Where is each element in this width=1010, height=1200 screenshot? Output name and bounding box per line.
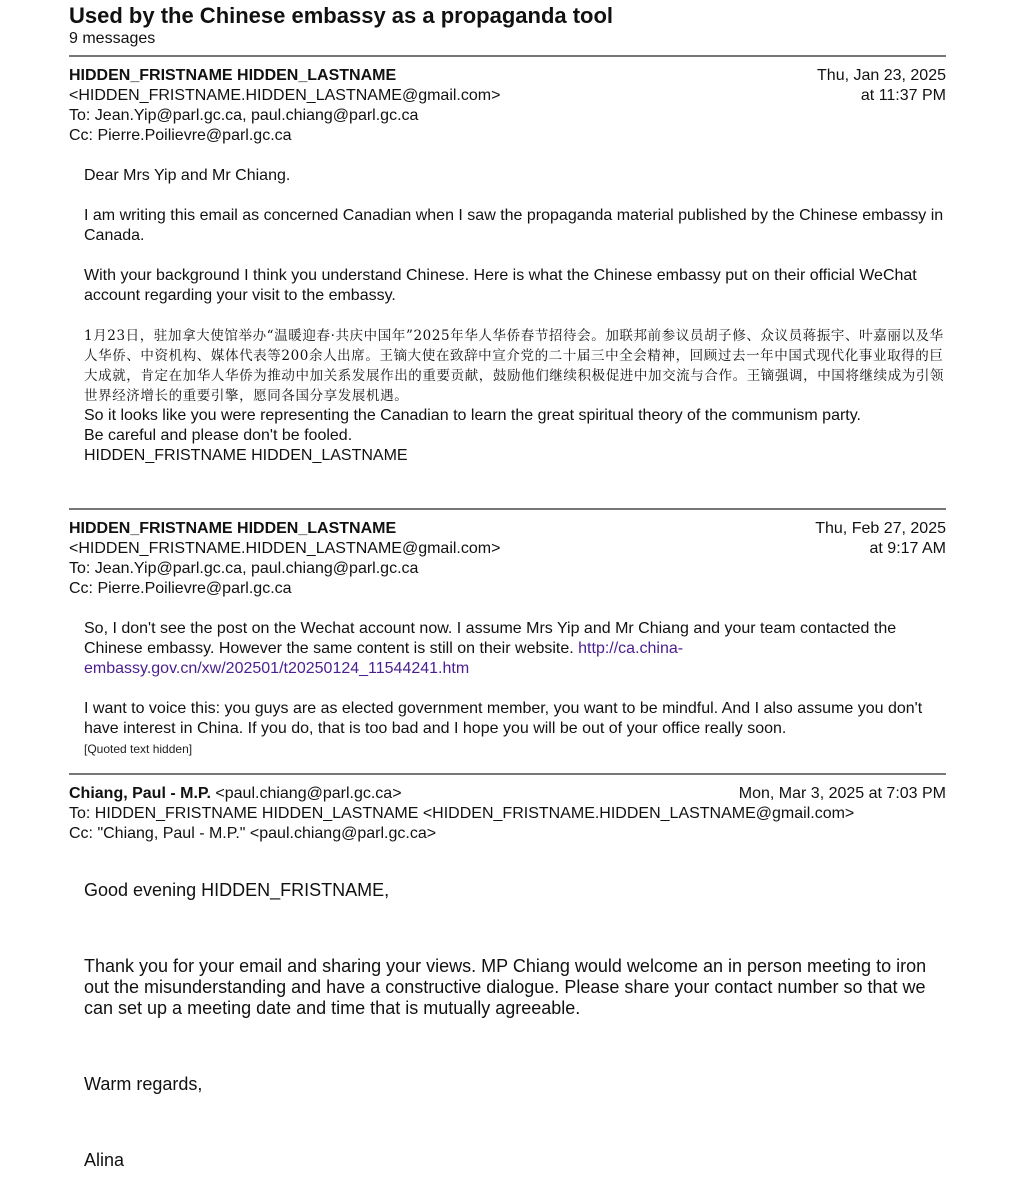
body-paragraph: So, I don't see the post on the Wechat account now. I assume Mrs Yip and Mr Chiang and your team contacted the Chinese embassy. However the same content is still on their website. http://ca.china-embassy.gov.cn/xw/202501/t20250124_11544241.htm: [84, 620, 897, 677]
greeting: Good evening HIDDEN_FRISTNAME,: [84, 880, 390, 900]
body-paragraph: Be careful and please don't be fooled.: [84, 427, 353, 444]
body-paragraph: I am writing this email as concerned Canadian when I saw the propaganda material published by the Chinese embassy in Canada.: [84, 207, 944, 244]
message-body: [84, 166, 946, 466]
message-time: at 11:37 PM: [860, 87, 946, 104]
message-count: 9 messages: [69, 30, 156, 47]
message-header: [69, 519, 946, 599]
sender-email: <HIDDEN_FRISTNAME.HIDDEN_LASTNAME@gmail.com>: [69, 87, 501, 104]
cc-line: Cc: Pierre.Poilievre@parl.gc.ca: [69, 580, 292, 597]
body-paragraph: So it looks like you were representing the Canadian to learn the great spiritual theory of the communism party.: [84, 407, 861, 424]
email-thread: [69, 0, 946, 1171]
sender-name: HIDDEN_FRISTNAME HIDDEN_LASTNAME: [69, 67, 397, 84]
message-datetime: Mon, Mar 3, 2025 at 7:03 PM: [738, 785, 946, 802]
cc-line: Cc: Pierre.Poilievre@parl.gc.ca: [69, 127, 292, 144]
sender-name: Chiang, Paul - M.P.: [69, 785, 211, 802]
divider: [69, 55, 946, 57]
divider: [69, 508, 946, 510]
sender-email: <paul.chiang@parl.gc.ca>: [215, 785, 402, 802]
message-body: [84, 880, 946, 1171]
body-paragraph: With your background I think you understand Chinese. Here is what the Chinese embassy put on their official WeChat account regarding your visit to the embassy.: [84, 267, 917, 304]
thread-title: Used by the Chinese embassy as a propaganda tool: [69, 3, 614, 28]
signature: Alina: [84, 1150, 125, 1170]
message-header: [69, 66, 946, 146]
signature: HIDDEN_FRISTNAME HIDDEN_LASTNAME: [84, 447, 408, 464]
sender-name: HIDDEN_FRISTNAME HIDDEN_LASTNAME: [69, 520, 397, 537]
message-body: [84, 619, 946, 757]
divider: [69, 773, 946, 775]
chinese-quote: 1月23日，驻加拿大使馆举办“温暖迎春·共庆中国年”2025年华人华侨春节招待会。加联邦前参议员胡子修、众议员蒋振宇、叶嘉丽以及华人华侨、中资机构、媒体代表等200余人出席。王镝大使在致辞中宣介党的二十届三中全会精神，回顾过去一年中国式现代化事业取得的巨大成就，肯定在加华人华侨为推动中加关系发展作出的重要贡献，鼓励他们继续积极促进中加交流与合作。王镝强调，中国将继续成为引领世界经济增长的重要引擎，愿同各国分享发展机遇。: [84, 328, 945, 404]
body-paragraph: Thank you for your email and sharing your views. MP Chiang would welcome an in person meeting to iron out the misunderstanding and have a constructive dialogue. Please share your contact number so that we can set up a meeting date and time that is mutually agreeable.: [84, 956, 927, 1018]
greeting: Dear Mrs Yip and Mr Chiang.: [84, 167, 291, 184]
sender-email: <HIDDEN_FRISTNAME.HIDDEN_LASTNAME@gmail.com>: [69, 540, 501, 557]
to-line: To: HIDDEN_FRISTNAME HIDDEN_LASTNAME <HIDDEN_FRISTNAME.HIDDEN_LASTNAME@gmail.com>: [69, 805, 855, 822]
message-time: at 9:17 AM: [869, 540, 946, 557]
message-date: Thu, Jan 23, 2025: [817, 67, 946, 84]
cc-line: Cc: "Chiang, Paul - M.P." <paul.chiang@parl.gc.ca>: [69, 825, 437, 842]
message-date: Thu, Feb 27, 2025: [815, 520, 946, 537]
to-line: To: Jean.Yip@parl.gc.ca, paul.chiang@parl.gc.ca: [69, 560, 419, 577]
body-paragraph: I want to voice this: you guys are as elected government member, you want to be mindful. And I also assume you don't have interest in China. If you do, that is too bad and I hope you will be out of your office really soon.: [84, 700, 923, 737]
message-header: [69, 784, 946, 844]
embassy-link[interactable]: http://ca.china-embassy.gov.cn/xw/202501/t20250124_11544241.htm: [84, 640, 684, 677]
closing: Warm regards,: [84, 1074, 203, 1094]
quoted-text-toggle[interactable]: [Quoted text hidden]: [84, 742, 193, 756]
to-line: To: Jean.Yip@parl.gc.ca, paul.chiang@parl.gc.ca: [69, 107, 419, 124]
